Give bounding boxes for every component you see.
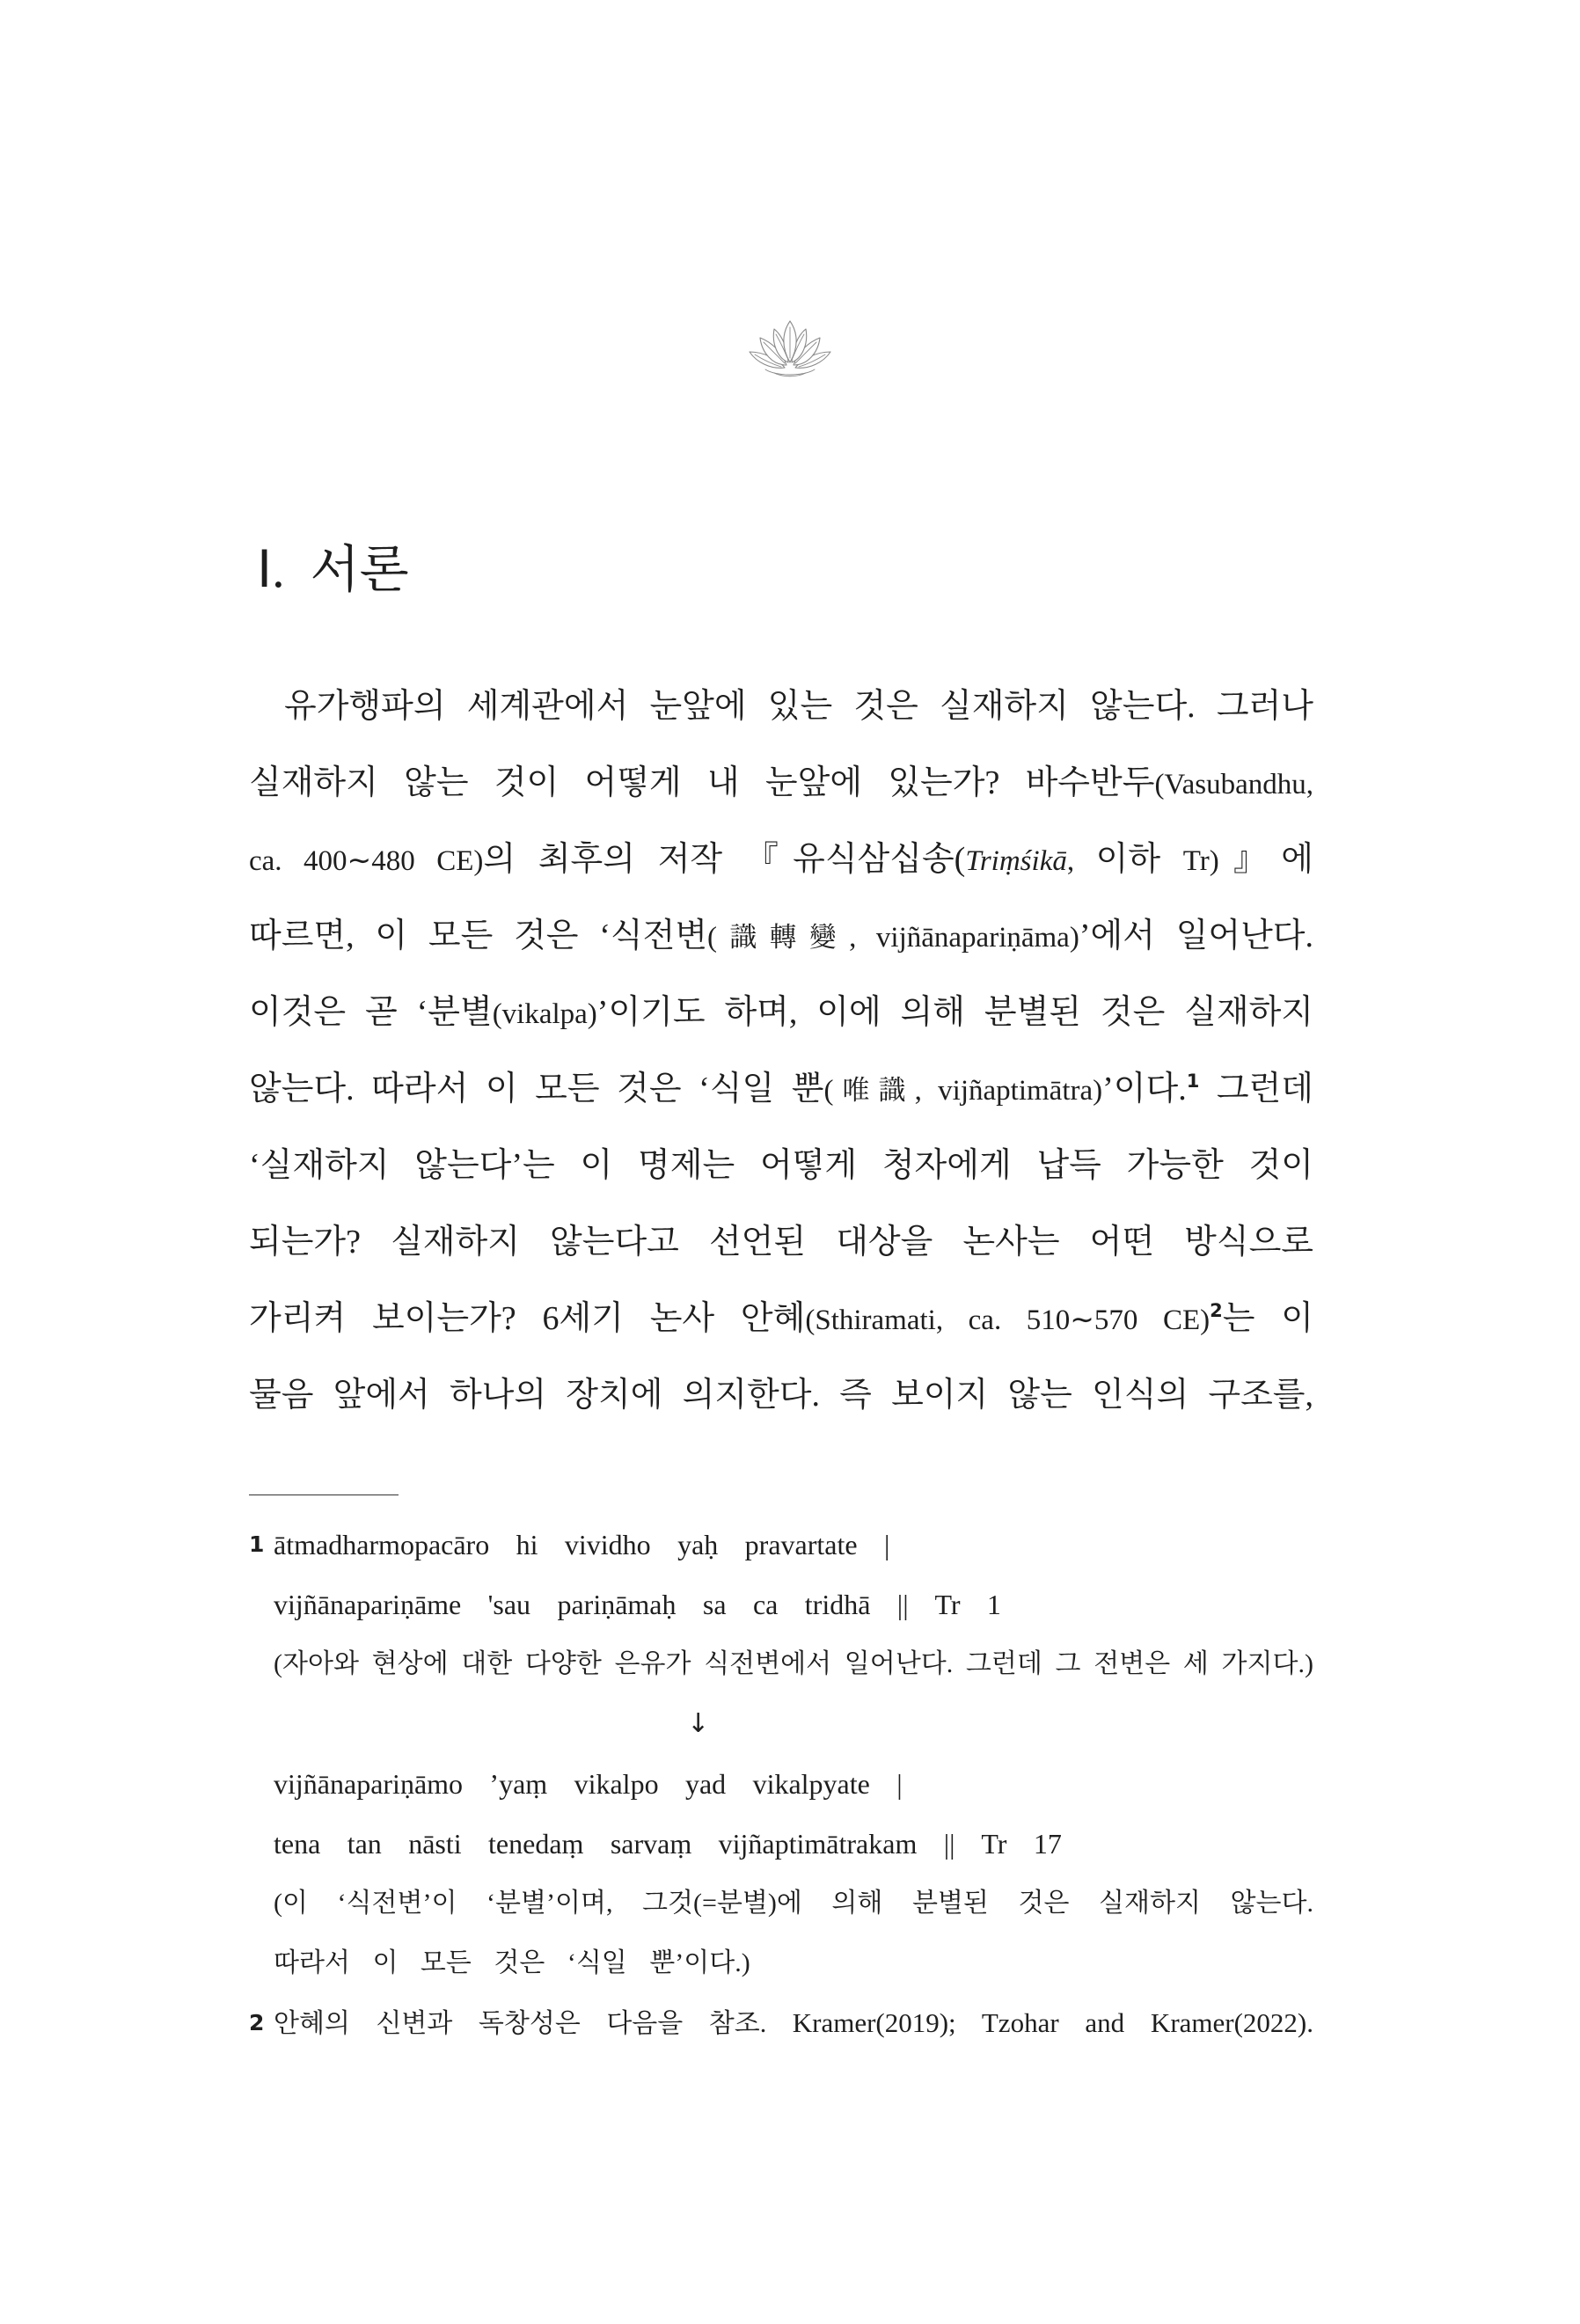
text-segment: 그런데 (1199, 1071, 1313, 1107)
translation-line: 따라서 이 모든 것은 ‘식일 뿐’이다.) (274, 1948, 750, 1977)
text-segment: 이하 (1095, 841, 1183, 878)
latin-term: Tr) (1182, 845, 1219, 877)
text-segment: 따르면, 이 모든 것은 ‘식전변 (249, 917, 708, 954)
body-line (249, 1204, 1313, 1281)
latin-term: ca. 400∼480 CE) (249, 845, 484, 877)
text-segment: 되는가? 실재하지 않는다고 선언된 대상을 논사는 어떤 방식으로 (249, 1224, 1313, 1261)
latin-term: , (1066, 845, 1096, 877)
lotus-base (765, 369, 815, 375)
text-segment: 는 이 (1222, 1300, 1313, 1337)
section-heading: Ⅰ. 서론 (257, 541, 409, 598)
footnote-number: 1 (249, 1531, 265, 1557)
footnote-number: 2 (249, 2010, 265, 2035)
translation-line: (자아와 현상에 대한 다양한 은유가 식전변에서 일어난다. 그런데 그 전변은 세 가지다.) (274, 1649, 1313, 1678)
footnote-line (274, 1993, 1313, 2053)
latin-term: (vikalpa) (492, 998, 597, 1030)
text-segment: ’이기도 하며, 이에 의해 분별된 것은 실재하지 (596, 994, 1313, 1031)
down-arrow-icon: ↓ (687, 1708, 710, 1739)
lotus-icon (744, 317, 836, 378)
text-segment: 가리켜 보이는가? 6세기 논사 안혜 (249, 1300, 806, 1337)
footnote-ref: 1 (1186, 1071, 1200, 1092)
text-segment: ’이다. (1102, 1071, 1187, 1107)
body-paragraph (249, 669, 1313, 1434)
footnotes (249, 1515, 1313, 2053)
sanskrit-verse-line: vijñānapariṇāme 'sau pariṇāmaḥ sa ca tridhā || Tr 1 (274, 1589, 1001, 1620)
body-line (249, 822, 1313, 898)
text-segment: ’에서 일어난다. (1079, 917, 1313, 954)
latin-term: (Sthiramati, ca. 510∼570 CE) (805, 1305, 1211, 1336)
text-segment: 실재하지 않는 것이 어떻게 내 눈앞에 있는가? 바수반두 (249, 764, 1155, 801)
footnote-2 (249, 1993, 1313, 2053)
text-segment: 이것은 곧 ‘분별 (249, 994, 493, 1031)
footnote-ref: 2 (1210, 1300, 1223, 1321)
text-segment: ‘실재하지 않는다’는 이 명제는 어떻게 청자에게 납득 가능한 것이 (249, 1147, 1313, 1184)
body-line (249, 669, 1313, 745)
text-segment: 않는다. 따라서 이 모든 것은 ‘식일 뿐 (249, 1071, 824, 1107)
text-segment: 의 최후의 저작 『유식삼십송( (483, 841, 966, 878)
latin-term: ( (823, 1075, 834, 1107)
text-segment: 』에 (1218, 841, 1313, 878)
citation: Kramer(2019); Tzohar and Kramer(2022). (792, 2007, 1313, 2038)
body-line (249, 745, 1313, 822)
text-segment: 유가행파의 세계관에서 눈앞에 있는 것은 실재하지 않는다. 그러나 (284, 688, 1313, 725)
latin-term: ( (707, 922, 718, 954)
sanskrit-verse-line: ātmadharmopacāro hi vividho yaḥ pravartate | (274, 1529, 890, 1560)
body-line (249, 1051, 1313, 1128)
translation-line: (이 ‘식전변’이 ‘분별’이며, 그것(=분별)에 의해 분별된 것은 실재하지 않는다. (274, 1889, 1313, 1918)
body-line (249, 1128, 1313, 1204)
latin-term: (Vasubandhu, (1154, 769, 1313, 800)
latin-term: , vijñānapariṇāma) (849, 922, 1079, 954)
sanskrit-verse-line: vijñānapariṇāmo ’yaṃ vikalpo yad vikalpyate | (274, 1768, 903, 1800)
sanskrit-verse-line: tena tan nāsti tenedaṃ sarvaṃ vijñaptimātrakam || Tr 17 (274, 1828, 1062, 1860)
italic-title: Triṃśikā (965, 845, 1067, 877)
body-line (249, 975, 1313, 1051)
body-line (249, 1281, 1313, 1357)
text-segment: 안혜의 신변과 독창성은 다음을 참조. (274, 2009, 793, 2038)
latin-term: , vijñaptimātra) (914, 1075, 1103, 1107)
body-line (249, 898, 1313, 975)
text-segment: 물음 앞에서 하나의 장치에 의지한다. 즉 보이지 않는 인식의 구조를, (249, 1377, 1313, 1414)
footnote-1 (249, 1515, 1313, 1993)
body-line (249, 1357, 1313, 1434)
hanja-term: 唯識 (833, 1075, 915, 1106)
hanja-term: 識轉變 (717, 922, 850, 953)
